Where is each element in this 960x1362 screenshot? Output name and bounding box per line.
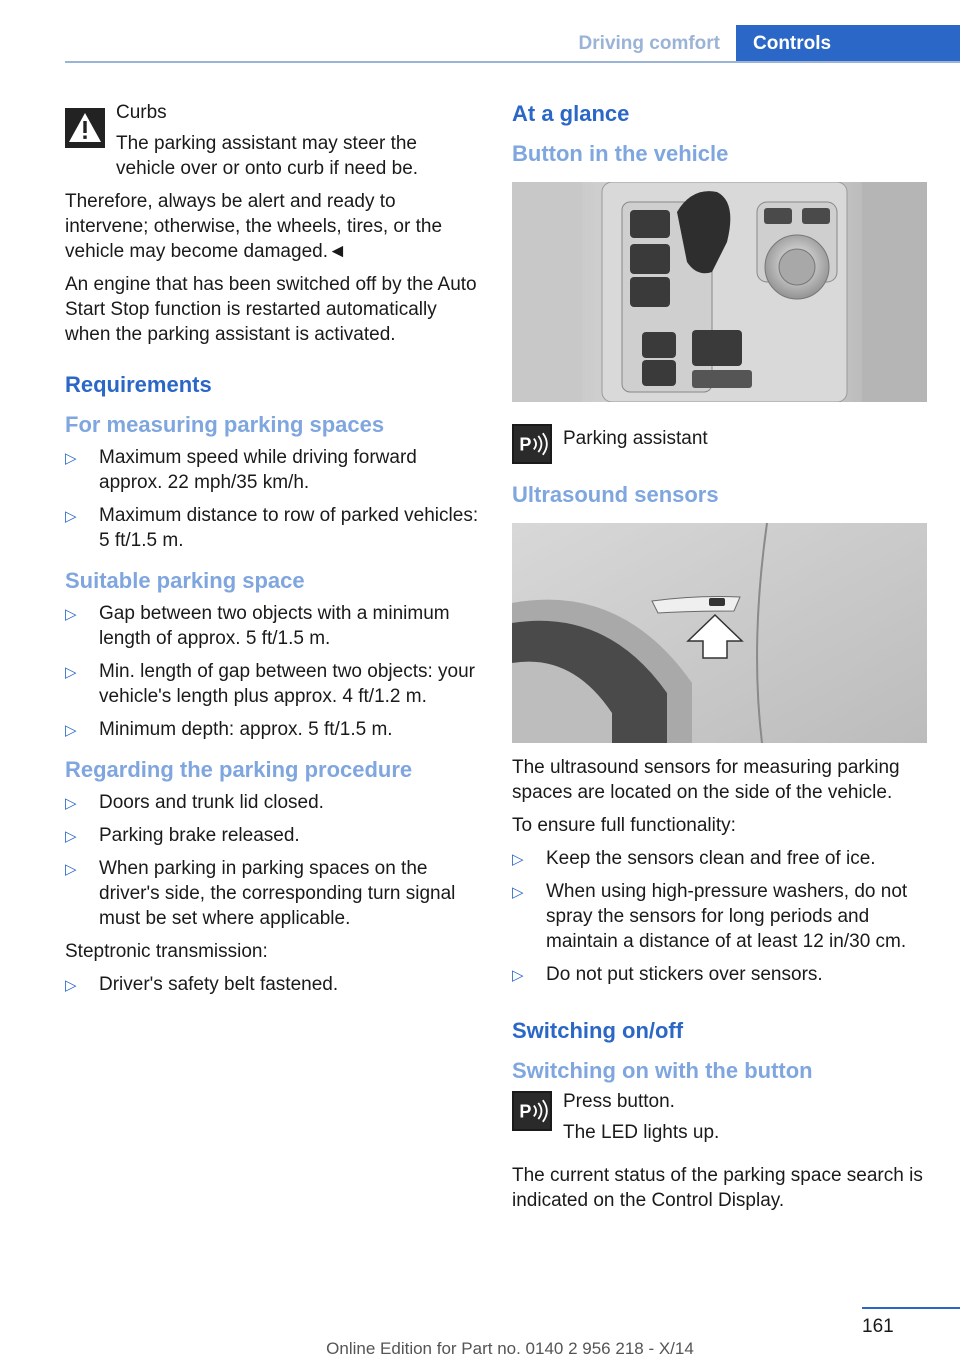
list-item-text: Do not put stickers over sensors. xyxy=(546,964,823,985)
left-column xyxy=(65,100,480,1005)
warning-title: Curbs xyxy=(116,102,167,123)
paragraph-auto-start-stop: An engine that has been switched off by the Auto Start Stop function is restarted automatically when the parking assistant is activated. xyxy=(65,274,477,345)
header-rule xyxy=(65,61,960,63)
suitable-list xyxy=(65,601,480,742)
page-header xyxy=(0,25,960,62)
list-item xyxy=(65,659,480,709)
steptronic-list xyxy=(65,972,480,997)
footer-rule xyxy=(862,1307,960,1309)
triangle-bullet-icon: ▷ xyxy=(512,851,524,868)
list-item xyxy=(65,601,480,651)
header-section: Driving comfort xyxy=(578,33,720,54)
triangle-bullet-icon: ▷ xyxy=(65,861,77,878)
sensors-paragraph: The ultrasound sensors for measuring parking spaces are located on the side of the vehicle. xyxy=(512,757,900,803)
page-number: 161 xyxy=(862,1316,894,1337)
heading-measuring: For measuring parking spaces xyxy=(65,412,385,437)
console-photo xyxy=(512,182,927,402)
list-item xyxy=(65,790,480,815)
triangle-bullet-icon: ▷ xyxy=(65,606,77,623)
list-item-text: When using high-pressure washers, do not spray the sensors for long periods and maintain a distance of at least 12 in/30 cm. xyxy=(546,881,908,952)
list-item xyxy=(512,879,927,954)
heading-suitable: Suitable parking space xyxy=(65,568,305,593)
triangle-bullet-icon: ▷ xyxy=(65,828,77,845)
parking-assistant-caption-row xyxy=(512,422,927,455)
heading-at-a-glance: At a glance xyxy=(512,101,630,126)
list-item xyxy=(65,856,480,931)
list-item-text: Gap between two objects with a minimum length of approx. 5 ft/1.5 m. xyxy=(99,603,450,649)
steptronic-label: Steptronic transmission: xyxy=(65,941,268,962)
sensor-photo xyxy=(512,523,927,743)
warning-block xyxy=(65,100,480,181)
triangle-bullet-icon: ▷ xyxy=(65,722,77,739)
list-item-text: Maximum speed while driving forward approx. 22 mph/35 km/h. xyxy=(99,447,417,493)
triangle-bullet-icon: ▷ xyxy=(65,508,77,525)
header-tab: Controls xyxy=(736,25,960,62)
triangle-bullet-icon: ▷ xyxy=(65,664,77,681)
press-button-text: Press button. xyxy=(563,1091,675,1112)
list-item xyxy=(65,445,480,495)
heading-ultrasound-sensors: Ultrasound sensors xyxy=(512,482,719,507)
triangle-bullet-icon: ▷ xyxy=(512,967,524,984)
ensure-paragraph: To ensure full functionality: xyxy=(512,815,736,836)
heading-requirements: Requirements xyxy=(65,372,212,397)
parking-assistant-caption: Parking assistant xyxy=(563,428,708,449)
procedure-list xyxy=(65,790,480,931)
list-item xyxy=(65,823,480,848)
triangle-bullet-icon: ▷ xyxy=(65,795,77,812)
heading-switching-on-button: Switching on with the button xyxy=(512,1058,813,1083)
heading-procedure: Regarding the parking procedure xyxy=(65,757,413,782)
list-item-text: Keep the sensors clean and free of ice. xyxy=(546,848,876,869)
triangle-bullet-icon: ▷ xyxy=(65,977,77,994)
sensor-illustration xyxy=(512,523,927,743)
list-item-text: When parking in parking spaces on the driver's side, the corresponding turn signal must be set where applicable. xyxy=(99,858,456,929)
list-item xyxy=(512,846,927,871)
triangle-bullet-icon: ▷ xyxy=(512,884,524,901)
parking-assistant-icon xyxy=(512,1091,552,1131)
warning-text xyxy=(65,131,480,181)
paragraph-intervene: Therefore, always be alert and ready to intervene; otherwise, the wheels, tires, or the vehicle may become damaged.◄ xyxy=(65,191,443,262)
list-item xyxy=(65,503,480,553)
svg-text:P: P xyxy=(519,1101,532,1122)
sensor-care-list xyxy=(512,846,927,987)
list-item-text: Driver's safety belt fastened. xyxy=(99,974,339,995)
list-item xyxy=(65,717,480,742)
right-column xyxy=(512,100,927,1221)
list-item-text: Doors and trunk lid closed. xyxy=(99,792,324,813)
heading-button-in-vehicle: Button in the vehicle xyxy=(512,141,729,166)
warning-triangle-icon xyxy=(65,108,105,148)
list-item-text: Min. length of gap between two objects: your vehicle's length plus approx. 4 ft/1.2 m. xyxy=(99,661,476,707)
parking-assistant-icon xyxy=(512,424,552,464)
heading-switching-on-off: Switching on/off xyxy=(512,1018,684,1043)
list-item xyxy=(512,962,927,987)
status-paragraph: The current status of the parking space search is indicated on the Control Display. xyxy=(512,1165,923,1211)
list-item-text: Minimum depth: approx. 5 ft/1.5 m. xyxy=(99,719,393,740)
press-button-row xyxy=(512,1089,927,1145)
console-illustration xyxy=(512,182,927,402)
warning-text-span: The parking assistant may steer the vehicle over or onto curb if need be. xyxy=(116,133,419,179)
led-lights-text: The LED lights up. xyxy=(563,1122,720,1143)
footer-edition: Online Edition for Part no. 0140 2 956 218 - X/14 xyxy=(326,1339,694,1358)
svg-text:P: P xyxy=(519,434,532,455)
list-item-text: Parking brake released. xyxy=(99,825,300,846)
triangle-bullet-icon: ▷ xyxy=(65,450,77,467)
list-item xyxy=(65,972,480,997)
measuring-list xyxy=(65,445,480,553)
list-item-text: Maximum distance to row of parked vehicles: 5 ft/1.5 m. xyxy=(99,505,479,551)
